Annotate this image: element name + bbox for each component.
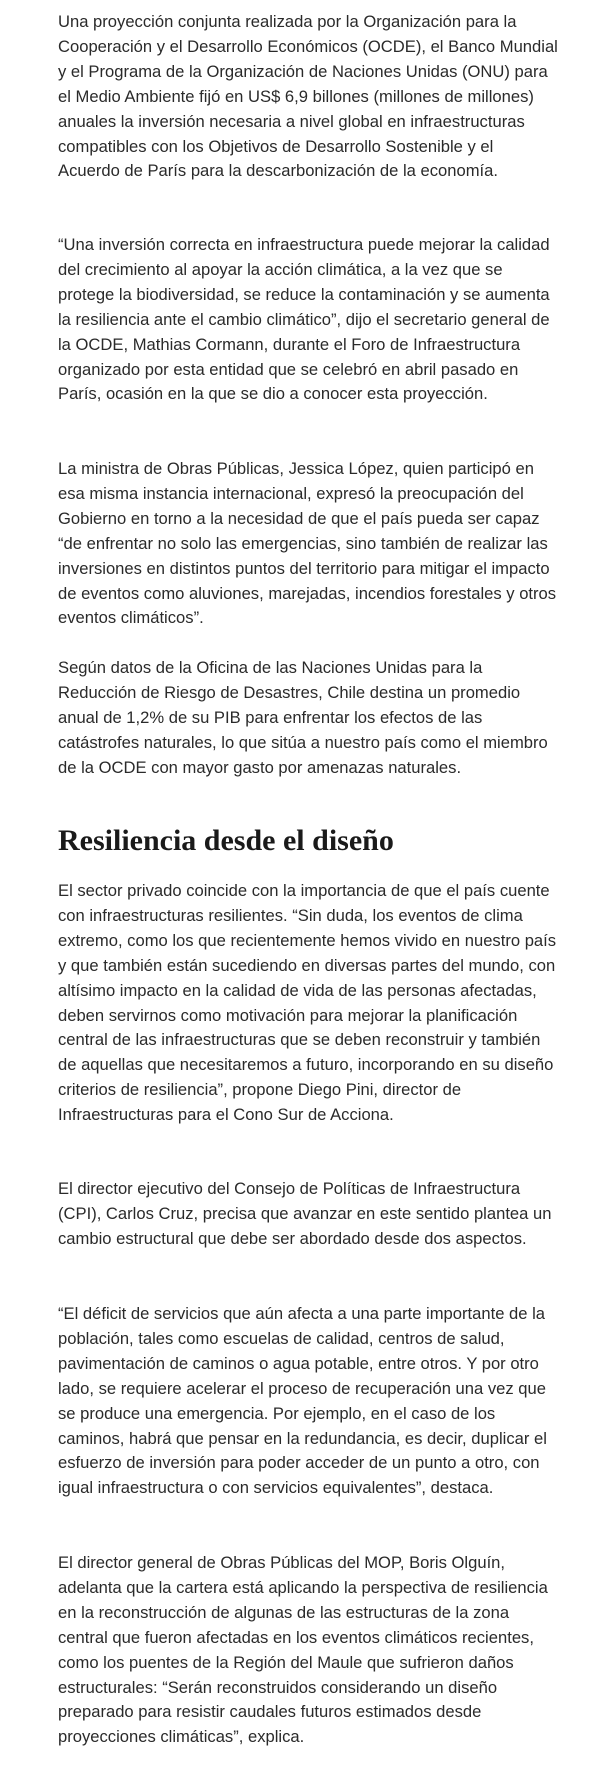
- article-paragraph: “El déficit de servicios que aún afecta a una parte importante de la población, tales como escuelas de calidad, centros de salud, pavimentación de caminos o agua potable, entre otros. Y por otro lado, se requiere acelerar el proceso de recuperación una vez que se produce una emergencia. Por ejemplo, en el caso de los caminos, habrá que pensar en la redundancia, es decir, duplicar el esfuerzo de inversión para poder acceder de un punto a otro, con igual infraestructura o con servicios equivalentes”, destaca.: [58, 1304, 547, 1498]
- article-paragraph: Una proyección conjunta realizada por la Organización para la Cooperación y el Desarrollo Económicos (OCDE), el Banco Mundial y el Programa de la Organización de Naciones Unidas (ONU) para el Medio Ambiente fijó en US$ 6,9 billones (millones de millones) anuales la inversión necesaria a nivel global en infraestructuras compatibles con los Objetivos de Desarrollo Sostenible y el Acuerdo de París para la descarbonización de la economía.: [58, 12, 558, 181]
- article-paragraph: Según datos de la Oficina de las Naciones Unidas para la Reducción de Riesgo de Desastres, Chile destina un promedio anual de 1,2% de su PIB para enfrentar los efectos de las catástrofes naturales, lo que sitúa a nuestro país como el miembro de la OCDE con mayor gasto por amenazas naturales.: [58, 658, 548, 777]
- article-paragraph: “Una inversión correcta en infraestructura puede mejorar la calidad del crecimiento al apoyar la acción climática, a la vez que se protege la biodiversidad, se reduce la contaminación y se aumenta la resiliencia ante el cambio climático”, dijo el secretario general de la OCDE, Mathias Cormann, durante el Foro de Infraestructura organizado por esta entidad que se celebró en abril pasado en París, ocasión en la que se dio a conocer esta proyección.: [58, 235, 550, 404]
- section-heading: Resiliencia desde el diseño: [58, 824, 394, 857]
- article-paragraph: El sector privado coincide con la importancia de que el país cuente con infraestructuras resilientes. “Sin duda, los eventos de clima extremo, como los que recientemente hemos vivido en nuestro país y que también están sucediendo en diversas partes del mundo, con altísimo impacto en la calidad de vida de las personas afectadas, deben servirnos como motivación para mejorar la planificación central de las infraestructuras que se deben reconstruir y también de aquellas que necesitaremos a futuro, incorporando en su diseño criterios de resiliencia”, propone Diego Pini, director de Infraestructuras para el Cono Sur de Acciona.: [58, 881, 557, 1125]
- article-paragraph: El director general de Obras Públicas del MOP, Boris Olguín, adelanta que la cartera está aplicando la perspectiva de resiliencia en la reconstrucción de algunas de las estructuras de la zona central que fueron afectadas en los eventos climáticos recientes, como los puentes de la Región del Maule que sufrieron daños estructurales: “Serán reconstruidos considerando un diseño preparado para resistir caudales futuros estimados desde proyecciones climáticas”, explica.: [58, 1553, 548, 1747]
- article-paragraph: La ministra de Obras Públicas, Jessica López, quien participó en esa misma instancia internacional, expresó la preocupación del Gobierno en torno a la necesidad de que el país pueda ser capaz “de enfrentar no solo las emergencias, sino también de realizar las inversiones en distintos puntos del territorio para mitigar el impacto de eventos como aluviones, marejadas, incendios forestales y otros eventos climáticos”.: [58, 459, 557, 628]
- article-paragraph: El director ejecutivo del Consejo de Políticas de Infraestructura (CPI), Carlos Cruz, precisa que avanzar en este sentido plantea un cambio estructural que debe ser abordado desde dos aspectos.: [58, 1179, 552, 1248]
